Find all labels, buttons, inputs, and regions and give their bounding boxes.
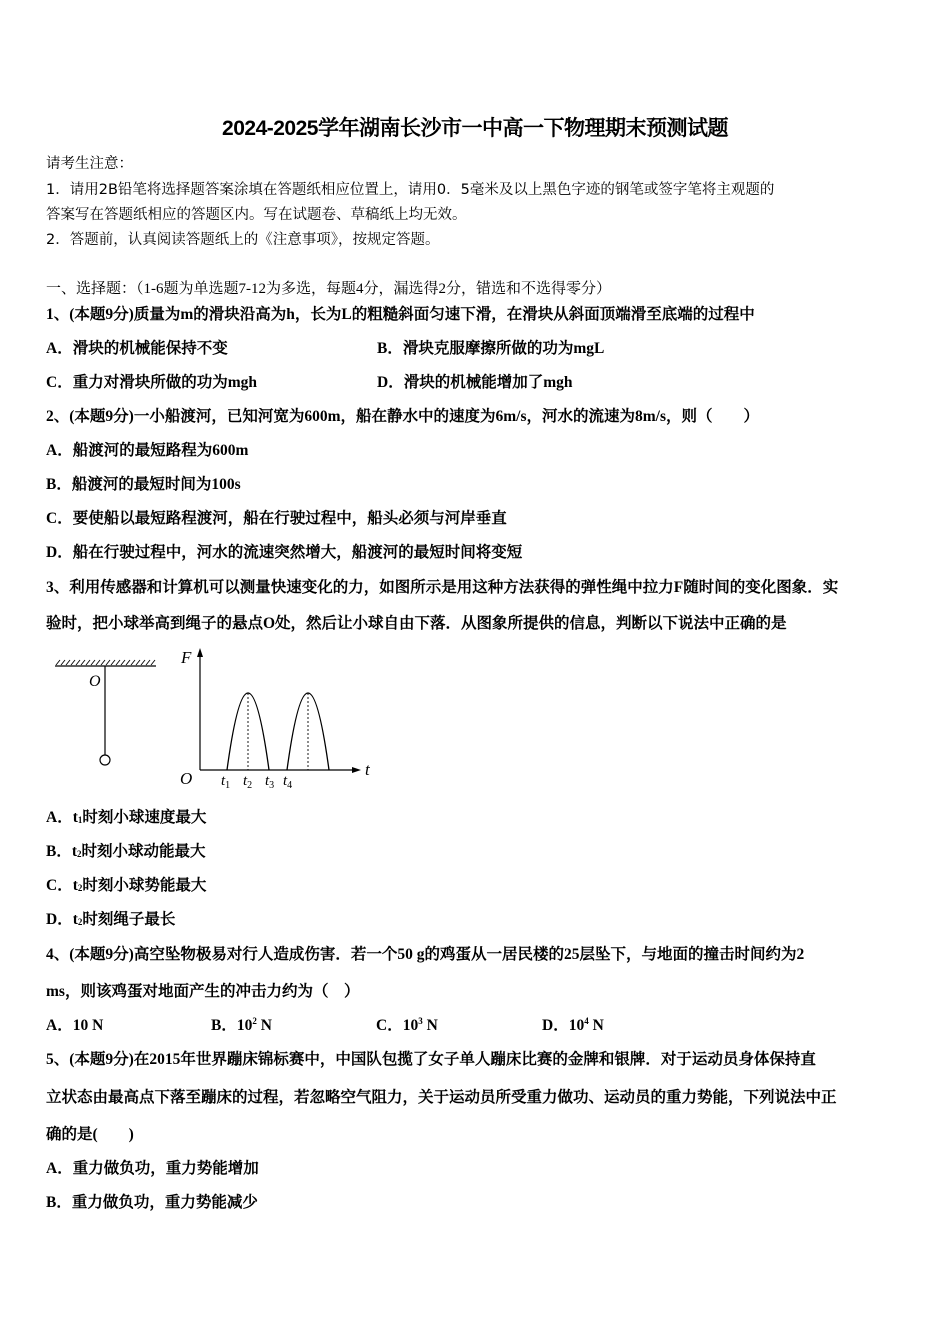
question-3-option-b: B．$t_2$时刻小球动能最大 bbox=[46, 843, 206, 860]
question-3-stem-line-2: 验时，把小球举高到绳子的悬点O处，然后让小球自由下落．从图象所提供的信息，判断以下说法中正确的是 bbox=[46, 615, 787, 632]
notice-heading: 请考生注意： bbox=[46, 156, 133, 172]
question-1-option-a: A．滑块的机械能保持不变 bbox=[46, 340, 228, 357]
question-1-option-d: D．滑块的机械能增加了mgh bbox=[377, 374, 573, 391]
svg-text:t2: $t_2$ bbox=[243, 773, 253, 790]
question-5-stem-line-1: 5、(本题9分)在2015年世界蹦床锦标赛中，中国队包揽了女子单人蹦床比赛的金牌和银牌．对于运动员身体保持直 bbox=[46, 1051, 816, 1068]
question-3-option-d: D．$t_2$时刻绳子最长 bbox=[46, 911, 176, 928]
question-1-option-c: C．重力对滑块所做的功为mgh bbox=[46, 374, 257, 391]
question-4-stem-line-1: 4、(本题9分)高空坠物极易对行人造成伤害．若一个50 g的鸡蛋从一居民楼的25层坠下，与地面的撞击时间约为2 bbox=[46, 946, 805, 963]
x-axis-arrow-icon bbox=[352, 767, 361, 773]
pendulum-force-time-figure bbox=[50, 645, 380, 790]
notice-line-1: 1．请用2B铅笔将选择题答案涂填在答题纸相应位置上，请用0．5毫米及以上黑色字迹的钢笔或签字笔将主观题的 bbox=[46, 182, 775, 198]
svg-text:t: t bbox=[365, 760, 370, 779]
svg-text:t4: $t_4$ bbox=[283, 773, 293, 790]
y-axis-arrow-icon bbox=[197, 648, 203, 657]
notice-line-2: 2．答题前，认真阅读答题纸上的《注意事项》，按规定答题。 bbox=[46, 232, 440, 248]
ceiling-icon bbox=[55, 660, 156, 666]
question-2-option-c: C．要使船以最短路程渡河，船在行驶过程中，船头必须与河岸垂直 bbox=[46, 510, 507, 527]
question-2-option-a: A．船渡河的最短路程为600m bbox=[46, 442, 249, 459]
question-4-option-b: B．$10^2$ N bbox=[211, 1016, 272, 1034]
section-heading: 一、选择题：（1-6题为单选题7-12为多选，每题4分，漏选得2分，错选和不选得零分） bbox=[46, 281, 611, 297]
svg-text:O: O bbox=[180, 769, 193, 788]
svg-text:F: F bbox=[181, 648, 192, 667]
question-2-option-b: B．船渡河的最短时间为100s bbox=[46, 476, 241, 493]
notice-line-1b: 答案写在答题纸相应的答题区内。写在试题卷、草稿纸上均无效。 bbox=[46, 207, 467, 223]
question-4-option-a: A．10 N bbox=[46, 1017, 104, 1034]
question-4-option-c: C．$10^3$ N bbox=[376, 1016, 438, 1034]
question-1-stem: 1、(本题9分)质量为m的滑块沿高为h，长为L的粗糙斜面匀速下滑，在滑块从斜面顶端滑至底端的过程中 bbox=[46, 306, 755, 323]
question-2-stem: 2、(本题9分)一小船渡河，已知河宽为600m，船在静水中的速度为6m/s，河水的流速为8m/s，则（ ） bbox=[46, 408, 759, 425]
question-5-option-b: B．重力做负功，重力势能减少 bbox=[46, 1194, 258, 1211]
question-1-option-b: B．滑块克服摩擦所做的功为mgL bbox=[377, 340, 605, 357]
svg-text:O: O bbox=[89, 673, 101, 690]
question-5-stem-line-3: 确的是( ) bbox=[46, 1126, 134, 1143]
question-4-stem-line-2: ms，则该鸡蛋对地面产生的冲击力约为（ ） bbox=[46, 983, 360, 1000]
question-5-stem-line-2: 立状态由最高点下落至蹦床的过程，若忽略空气阻力，关于运动员所受重力做功、运动员的重力势能，下列说法中正 bbox=[46, 1089, 837, 1106]
question-3-stem-line-1: 3、利用传感器和计算机可以测量快速变化的力，如图所示是用这种方法获得的弹性绳中拉力F随时间的变化图象．实 bbox=[46, 579, 839, 596]
question-3-option-a: A．$t_1$时刻小球速度最大 bbox=[46, 809, 207, 826]
question-2-option-d: D．船在行驶过程中，河水的流速突然增大，船渡河的最短时间将变短 bbox=[46, 544, 523, 561]
ball-icon bbox=[100, 755, 110, 765]
page-title: 2024-2025学年湖南长沙市一中高一下物理期末预测试题 bbox=[222, 117, 728, 140]
question-4-option-d: D．$10^4$ N bbox=[542, 1016, 604, 1034]
question-3-option-c: C．$t_2$时刻小球势能最大 bbox=[46, 877, 207, 894]
question-5-option-a: A．重力做负功，重力势能增加 bbox=[46, 1160, 259, 1177]
svg-text:t1: $t_1$ bbox=[221, 773, 231, 790]
svg-text:t3: $t_3$ bbox=[265, 773, 275, 790]
